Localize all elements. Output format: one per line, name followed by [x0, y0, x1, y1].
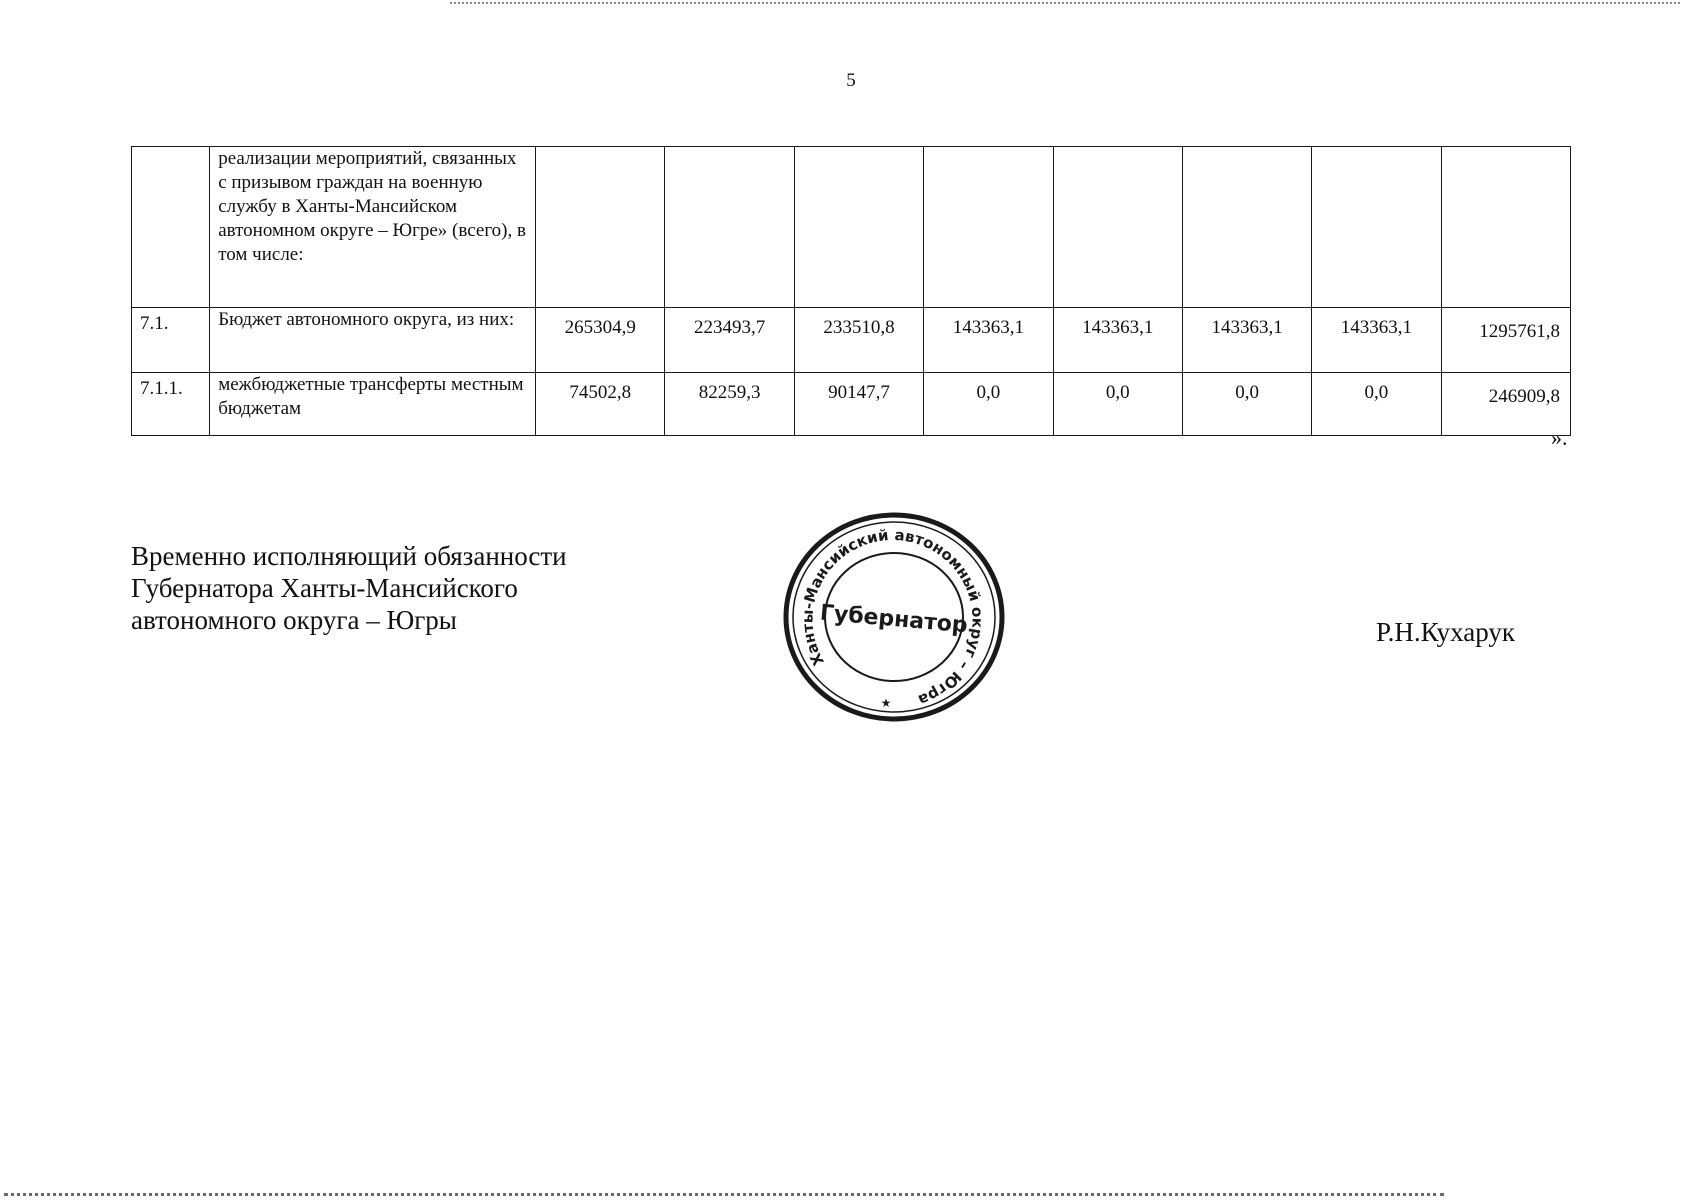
- signer-position: [131, 540, 567, 636]
- value-cell: 90147,7: [794, 373, 923, 436]
- value-cell: 143363,1: [1053, 308, 1182, 373]
- value-cell-total: 1295761,8: [1441, 308, 1570, 373]
- row-number: 7.1.1.: [132, 373, 210, 436]
- table-row-continued: [132, 147, 1571, 308]
- value-cell: [1182, 147, 1311, 308]
- row-name: Бюджет автономного округа, из них:: [210, 308, 536, 373]
- signer-name: Р.Н.Кухарук: [1376, 617, 1516, 647]
- row-number: [132, 147, 210, 308]
- table-row-7-1-1: [132, 373, 1571, 436]
- scan-edge-top: [450, 2, 1680, 6]
- signer-position-line: Губернатора Ханты-Мансийского: [131, 573, 518, 603]
- value-cell: 0,0: [1182, 373, 1311, 436]
- value-cell: 0,0: [1312, 373, 1441, 436]
- value-cell: 82259,3: [665, 373, 794, 436]
- row-name: реализации мероприятий, связанных с призывом граждан на военную службу в Ханты-Мансийском автономном округе – Югре» (всего), в том числе:: [210, 147, 536, 308]
- value-cell: 265304,9: [536, 308, 665, 373]
- value-cell: 233510,8: [794, 308, 923, 373]
- value-cell: [536, 147, 665, 308]
- value-cell: [1312, 147, 1441, 308]
- value-cell: 143363,1: [924, 308, 1053, 373]
- value-cell: 74502,8: [536, 373, 665, 436]
- signer-position-line: автономного округа – Югры: [131, 605, 457, 635]
- value-cell: 143363,1: [1182, 308, 1311, 373]
- scan-edge-bottom: [4, 1193, 1444, 1198]
- value-cell-total: [1441, 147, 1570, 308]
- value-cell: [665, 147, 794, 308]
- value-cell-total: 246909,8: [1441, 373, 1570, 436]
- value-cell: 143363,1: [1312, 308, 1441, 373]
- budget-table: [131, 146, 1571, 436]
- signer-position-line: Временно исполняющий обязанности: [131, 541, 567, 571]
- value-cell: [924, 147, 1053, 308]
- value-cell: 0,0: [1053, 373, 1182, 436]
- row-number: 7.1.: [132, 308, 210, 373]
- closing-quote-mark: ».: [1551, 425, 1568, 450]
- value-cell: 223493,7: [665, 308, 794, 373]
- seal-center-text: Губернатор: [818, 600, 969, 639]
- seal-star-icon: ★: [880, 696, 892, 710]
- seal-outer-text: Ханты-Мансийский автономный округ – Югра: [798, 525, 987, 710]
- value-cell: [1053, 147, 1182, 308]
- value-cell: [794, 147, 923, 308]
- row-name: межбюджетные трансферты местным бюджетам: [210, 373, 536, 436]
- official-seal: [778, 508, 1010, 726]
- table-row-7-1: [132, 308, 1571, 373]
- page-number: 5: [846, 70, 856, 91]
- value-cell: 0,0: [924, 373, 1053, 436]
